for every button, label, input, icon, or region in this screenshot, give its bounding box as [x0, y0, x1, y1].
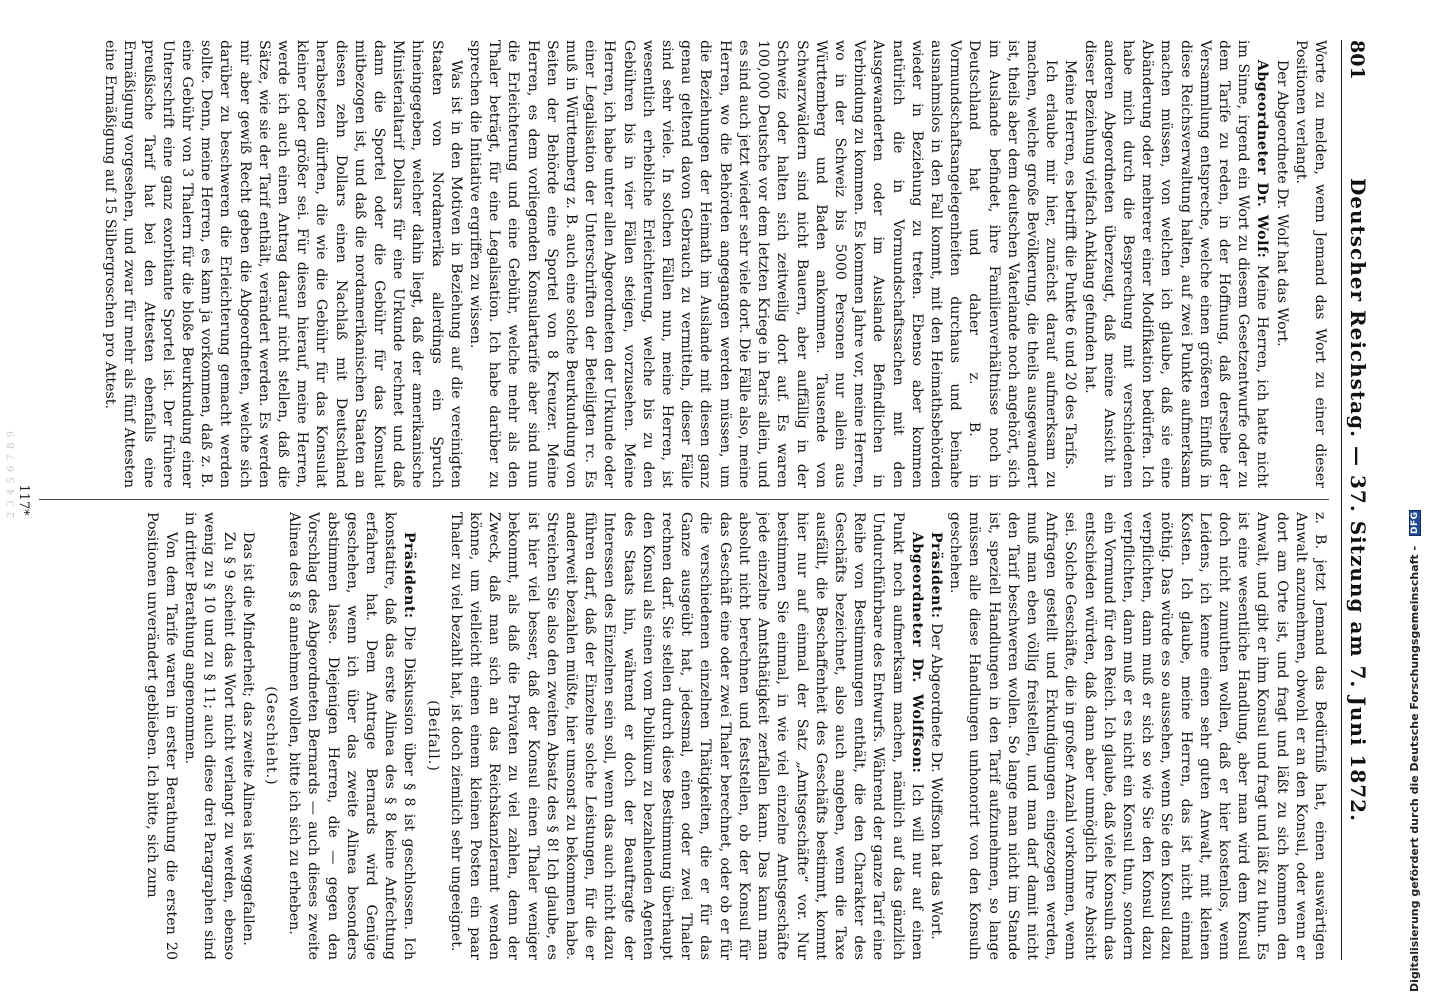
paragraph-text: Meine Herren, ich hatte nicht im Sinne, irgend ein Wort zu diesem Gesetzentwurfe oder zu dem Tarife zu reden, in der Hoffnung, daß derselbe der Versammlung entspreche, welche einen größeren Einfluß in diese Reichsverwaltung halten, auf zwei Punkte aufmerksam machen müssen, von welchen ich glaube, daß sie eine Abänderung oder mehrerer einer Modifikation bedürfen. Ich habe mich durch die Besprechung mit verschiedenen anderen Abgeordneten überzeugt, daß meine Ansicht in dieser Beziehung vielfach Anklang gefunden hat. [1081, 40, 1271, 488]
paragraph [180, 512, 238, 960]
paragraph [1060, 40, 1079, 488]
document-page [10, 0, 1390, 1000]
dfg-logo: DFG [1410, 511, 1420, 535]
paragraph [1271, 40, 1290, 488]
paragraph [1291, 40, 1329, 488]
paragraph [261, 512, 280, 960]
paragraph-text: Der Abgeordnete Dr. Wolffson hat das Wort. [927, 623, 944, 940]
running-head [1341, 40, 1372, 960]
paragraph-text: Der Abgeordnete Dr. Wolf hat das Wort. [1273, 59, 1290, 347]
paragraph-text: Worte zu melden, wenn Jemand das Wort zu einer dieser Positionen verlangt. [1292, 40, 1328, 488]
column-divider [39, 499, 1329, 500]
paragraph [142, 512, 180, 960]
paragraph-text: Meine Herren, es betrifft die Punkte 6 und 20 des Tarifs. [1062, 59, 1079, 470]
paragraph [100, 40, 465, 488]
paragraph-text: Die Diskussion über § 8 ist geschlossen. Ich konstatire, daß das erste Alinea des § 8 keine Anfechtung erfahren hat. Dem Antrage Bernards wird Genüge geschehen, wenn ich über das zweite Alinea besonders abstimmen lasse. Diejenigen Herren, die — gegen den Vorschlag des Abgeordneten Bernards — auch dieses zweite Alinea des § 8 annehmen wollen, bitte ich sich zu erheben. [286, 512, 418, 960]
credit-text: Digitalisierung gefördert durch die Deutsche Forschungsgemeinschaft - [1408, 545, 1421, 992]
paragraph-text: z. B. jetzt Jemand das Bedürfniß hat, einen auswärtigen Anwalt anzunehmen, obwohl er an den Konsul, oder wenn er dort am Orte ist, und fragt und läßt zu sich kommen den Anwalt, und gibt er ihm Konsul und fragt und läßt zu thun. Es ist eine wesentliche Handlung, aber man wird dem Konsul doch nicht zumuthen wollen, daß er hier kostenlos, wenn Leidens, ich kenne einen sehr guten Anwalt, mit kleinen Kosten. Ich glaube, meine Herren, das ist nicht einmal nöthig. Das würde es so aussehen, wenn Sie den Konsul dazu verpflichten, dann muß er sich so wie Sie den Konsul dazu verpflichten, dann muß er es nicht ein Konsul thun, sondern ein Vormund für den Reich. Ich glaube, daß viele Konsuln das entschieden würden, daß dann aber unmöglich Ihre Absicht sei. Solche Geschäfte, die in großer Anzahl vorkommen, wenn Anfragen gestellt und Erkundigungen eingezogen werden, muß man eben völlig freistellen, und man darf damit nicht den Tarif beschweren wollen. So lange man nicht im Stande ist, speziell Handlungen in den Tarif aufzunehmen, so lange müssen alle diese Handlungen unhonorirt von den Konsuln geschehen. [947, 512, 1328, 960]
paragraph-text: (Beifall.) [424, 700, 441, 772]
paragraph [465, 40, 1060, 488]
paragraph-text: Von dem Tarife waren in erster Berathung die ersten 20 Positionen unverändert geblieben. Ich bitte, sich zum [143, 512, 180, 960]
page-number: 801 [1346, 40, 1368, 80]
paragraph [238, 512, 257, 960]
paragraph [284, 512, 418, 960]
speaker-name: Präsident: [401, 531, 418, 619]
speaker-name: Abgeordneter Dr. Wolffson: [908, 531, 925, 774]
paragraph-text: Ich will nur auf einen Punkt noch aufmerksam machen, nämlich auf das gänzlich Undurchführbare des Entwurfs. Während der ganze Tarif eine Reihe von Bestimmungen enthält, die den Charakter des Geschäfts bezeichnet, also auch angeben, wenn die Taxe ausfällt, die Beschaffenheit des Geschäfts bestimmt, kommt hier nur auf einmal der Satz „Amtsgeschäfte“ vor. Nur bestimmen Sie einmal, in wie viel einzelne Amtsgeschäfte jede einzelne Amtsthätigkeit zerfallen kann. Das kann man absolut nicht berechnen und feststellen, ob der Konsul für das Geschäft eine oder zwei Thaler berechnet, oder ob er für die verschiedenen einzelnen Thätigkeiten, die er für das Ganze ausgeübt hat, jedesmal, einen oder zwei Thaler rechnen darf. Sie stellen durch diese Bestimmung überhaupt den Konsul als einen vom Publikum zu bezahlenden Agenten des Staats hin, während er doch der Beauftragte der Interessen des Einzelnen sein soll, wenn das auch nicht dazu führen darf, daß der Einzelne solche Leistungen, für die er anderweit bezahlen müßte, hier umsonst zu bekommen habe. Streichen Sie also den zweiten Absatz des § 8! Ich glaube, es ist hier viel besser, daß der Konsul einen Thaler weniger bekommt, als daß die Privaten zu viel zahlen, denn der Zweck, daß man sich an das Reichskanzleramt wenden könne, um vielleicht einen einem kleinen Posten ein paar Thaler zu viel bezahlt hat, ist doch ziemlich sehr ungeeignet. [447, 512, 925, 960]
left-column [39, 40, 1329, 488]
paragraph [926, 512, 945, 960]
paragraph-text: Das ist die Minderheit; das zweite Alinea ist weggefallen. [239, 531, 256, 946]
speaker-name: Abgeordneter Dr. Wolf: [1254, 59, 1271, 259]
paragraph-text: Ich erlaube mir hier, zunächst darauf aufmerksam zu machen, welche große Bevölkerung, die theils ausgewandert ist, theils aber dem deutschen Vaterlande noch angehört, sich im Auslande befindet, ihre Familienverhältnisse noch in Deutschland hat und daher z. B. in Vormundschaftsangelegenheiten durchaus und beinahe ausnahmslos in den Fall kommt, mit den Heimathsbehörden wieder in Beziehung zu treten. Ebenso aber kommen natürlich die in Vormundschaftssachen mit den Ausgewanderten oder im Auslande Befindlichen in Verbindung zu kommen. Es kommen Jahre vor, meine Herren, wo in der Schweiz bis 5000 Personen nur allein aus Württemberg und Baden ankommen. Tausende von Schwarzwäldern sind nicht Bauern, aber auffällig in der Schweiz oder halten sich zeitweilig dort auf. Es waren 100,000 Deutsche vor dem letzten Kriege in Paris allein, und es sind auch jetzt wieder sehr viele dort. Die Fälle also, meine Herren, wo die Behörden angegangen werden müssen, um die Beziehungen der Heimath im Auslande mit diesen ganz genau geltend davon Gebrauch zu vermitteln, dieser Fälle sind sehr viele. In solchen Fällen nun, meine Herren, ist wesentlich erhebliche Erleichterung, welche bis zu den Gebühren bis in vier Fällen steigen, vorzusehen. Meine Herren, ich habe unter allen Abgeordneten der Urkunde oder einer Legalisation der Unterschriften der Beteiligten rc. Es muß in Württemberg z. B. auch eine solche Beurkundung von Seiten der Behörde eine Sportel von 8 Kreuzer. Meine Herren, es dem vorliegenden Konsulartarife aber sind nun die Erleichterung und eine Gebühr, welche mehr als den Thaler beträgt, für eine Legalisation. Ich habe darüber zu sprechen die Initiative ergriffen zu wissen. [467, 40, 1060, 488]
paragraph-text: Zu § 9 scheint das Wort nicht verlangt zu werden, ebenso wenig zu § 10 und zu § 11; auch diese drei Paragraphen sind in dritter Berathung angenommen. [182, 512, 237, 960]
signature-mark: 117* [16, 484, 31, 516]
paragraph [945, 512, 1329, 960]
paragraph [1079, 40, 1271, 488]
edge-watermark: 2 3 4 5 6 7 8 9 [6, 430, 17, 519]
text-columns [29, 40, 1329, 960]
running-title: Deutscher Reichstag. — 37. Sitzung am 7. Juni 1872. [1346, 177, 1370, 823]
paragraph-text: (Geschieht.) [263, 686, 280, 786]
digitization-credit [1408, 511, 1426, 992]
speaker-name: Präsident: [927, 531, 944, 619]
paragraph [422, 512, 441, 960]
right-column [39, 512, 1329, 960]
paragraph [446, 512, 926, 960]
paragraph-text: Was ist in den Motiven in Beziehung auf die vereinigten Staaten von Nordamerika allerdings ein Spruch hineingegeben, welcher dahin liegt, daß der amerikanische Ministerialtarif Dollars für eine Urkunde rechnet und daß dann die Sportel oder die Gebühr für das Konsulat mitbezogen ist, und daß die nordamerikanischen Staaten an diesen zehn Dollars einen Nachlaß mit Deutschland herabsetzen dürften, die wie die Gebühr für das Konsulat kleiner oder größer sei. Für diesen hierauf, meine Herren, werde ich auch einen Antrag darauf nicht stellen, daß die Sätze, wie sie der Tarif enthält, verändert werden. Es werden mir aber gewiß Recht geben die Abgeordneten, welche sich darüber zu beschweren die Erleichterung gemacht werden sollte. Denn, meine Herren, es kann ja vorkommen, daß z. B. eine Gebühr von 3 Thalern für die bloße Beurkundung einer Unterschrift eine ganz exorbitante Sportel ist. Der frühere preußische Tarif hat bei den Attesten ebenfalls eine Ermäßigung vorgesehen, und zwar für mehr als fünf Attesten eine Ermäßigung auf 15 Silbergroschen pro Attest. [102, 40, 464, 488]
